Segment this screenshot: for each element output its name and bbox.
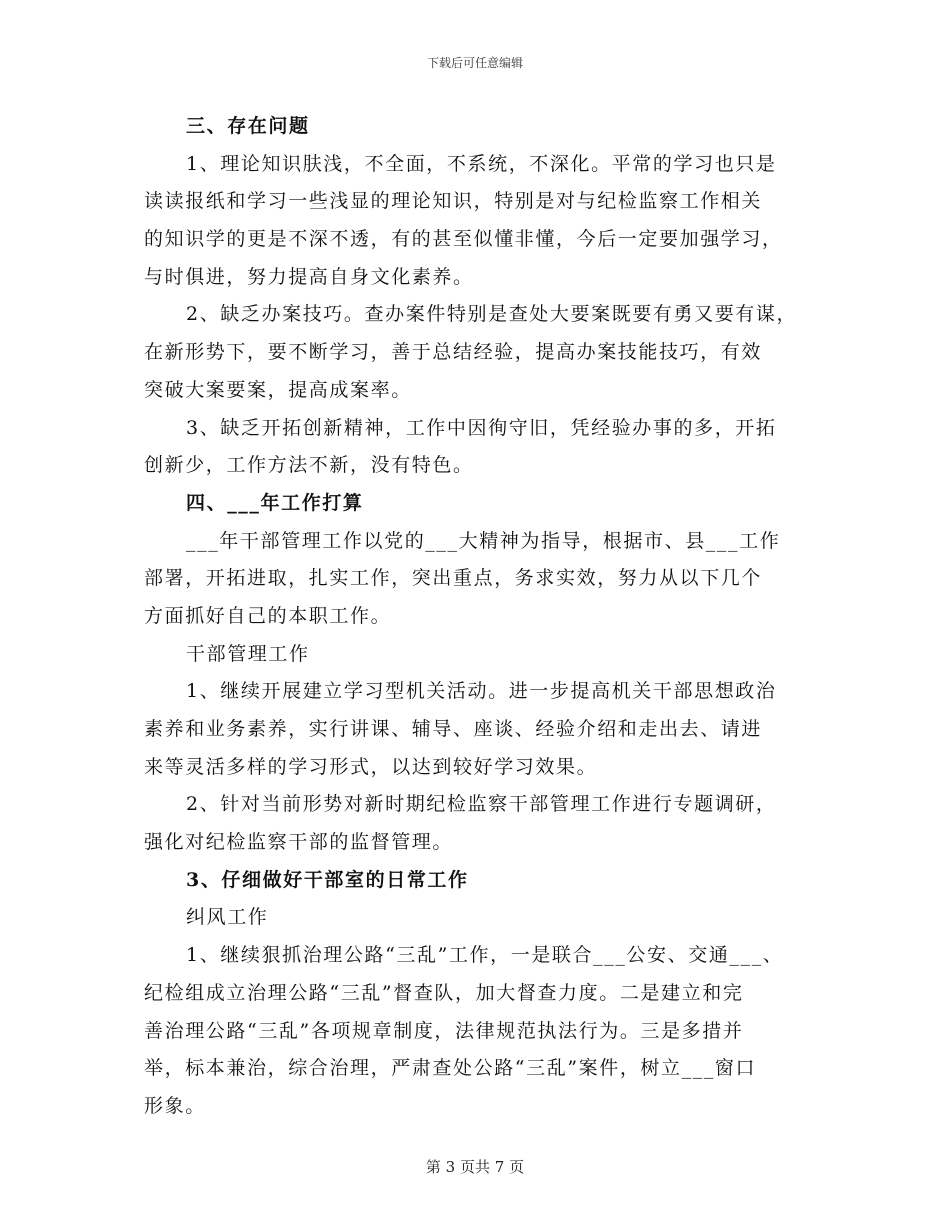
paragraph-line: 的知识学的更是不深不透，有的甚至似懂非懂，今后一定要加强学习， <box>144 228 783 251</box>
paragraph-line: 在新形势下，要不断学习，善于总结经验，提高办案技能技巧，有效 <box>144 341 763 364</box>
paragraph-line: 1、继续狠抓治理公路“三乱”工作，一是联合___公安、交通___、 <box>186 944 784 967</box>
paragraph-line: 纪检组成立治理公路“三乱”督查队，加大督查力度。二是建立和完 <box>144 981 744 1004</box>
section-heading-problems: 三、存在问题 <box>186 115 310 137</box>
paragraph-line: 创新少，工作方法不新，没有特色。 <box>144 454 474 477</box>
paragraph-line: 突破大案要案，提高成案率。 <box>144 378 412 401</box>
section-heading-plan: 四、___年工作打算 <box>186 491 364 514</box>
page-footer: 第 3 页共 7 页 <box>425 1158 525 1176</box>
paragraph-line: 2、针对当前形势对新时期纪检监察干部管理工作进行专题调研， <box>186 793 777 816</box>
paragraph-line: 强化对纪检监察干部的监督管理。 <box>144 831 454 854</box>
paragraph-line: 部署，开拓进取，扎实工作，突出重点，务求实效，努力从以下几个 <box>144 567 763 590</box>
paragraph-line: 与时俱进，努力提高自身文化素养。 <box>144 265 474 288</box>
paragraph-line: 素养和业务素养，实行讲课、辅导、座谈、经验介绍和走出去、请进 <box>144 718 763 740</box>
paragraph-line: 方面抓好自己的本职工作。 <box>144 604 392 627</box>
paragraph-line: 形象。 <box>144 1094 206 1117</box>
paragraph-line: 1、理论知识肤浅，不全面，不系统，不深化。平常的学习也只是 <box>186 152 777 175</box>
paragraph-line: 1、继续开展建立学习型机关活动。进一步提高机关干部思想政治 <box>186 680 777 703</box>
subheading-rectification: 纠风工作 <box>186 906 269 929</box>
paragraph-line: 2、缺乏办案技巧。查办案件特别是查处大要案既要有勇又要有谋， <box>186 303 798 326</box>
paragraph-line: ___年干部管理工作以党的___大精神为指导，根据市、县___工作 <box>186 529 781 552</box>
page-header: 下载后可任意编辑 <box>426 56 523 70</box>
paragraph-line: 来等灵活多样的学习形式，以达到较好学习效果。 <box>144 755 598 778</box>
paragraph-line: 读读报纸和学习一些浅显的理论知识，特别是对与纪检监察工作相关 <box>144 190 763 213</box>
paragraph-line: 3、缺乏开拓创新精神，工作中因徇守旧，凭经验办事的多，开拓 <box>186 416 777 439</box>
subheading-cadre-management: 干部管理工作 <box>186 642 310 665</box>
document-body <box>144 108 824 1126</box>
paragraph-line: 善治理公路“三乱”各项规章制度，法律规范执法行为。三是多措并 <box>144 1019 744 1042</box>
bold-item-daily-work: 3、仔细做好干部室的日常工作 <box>186 868 469 891</box>
paragraph-line: 举，标本兼治，综合治理，严肃查处公路“三乱”案件，树立___窗口 <box>144 1057 757 1080</box>
